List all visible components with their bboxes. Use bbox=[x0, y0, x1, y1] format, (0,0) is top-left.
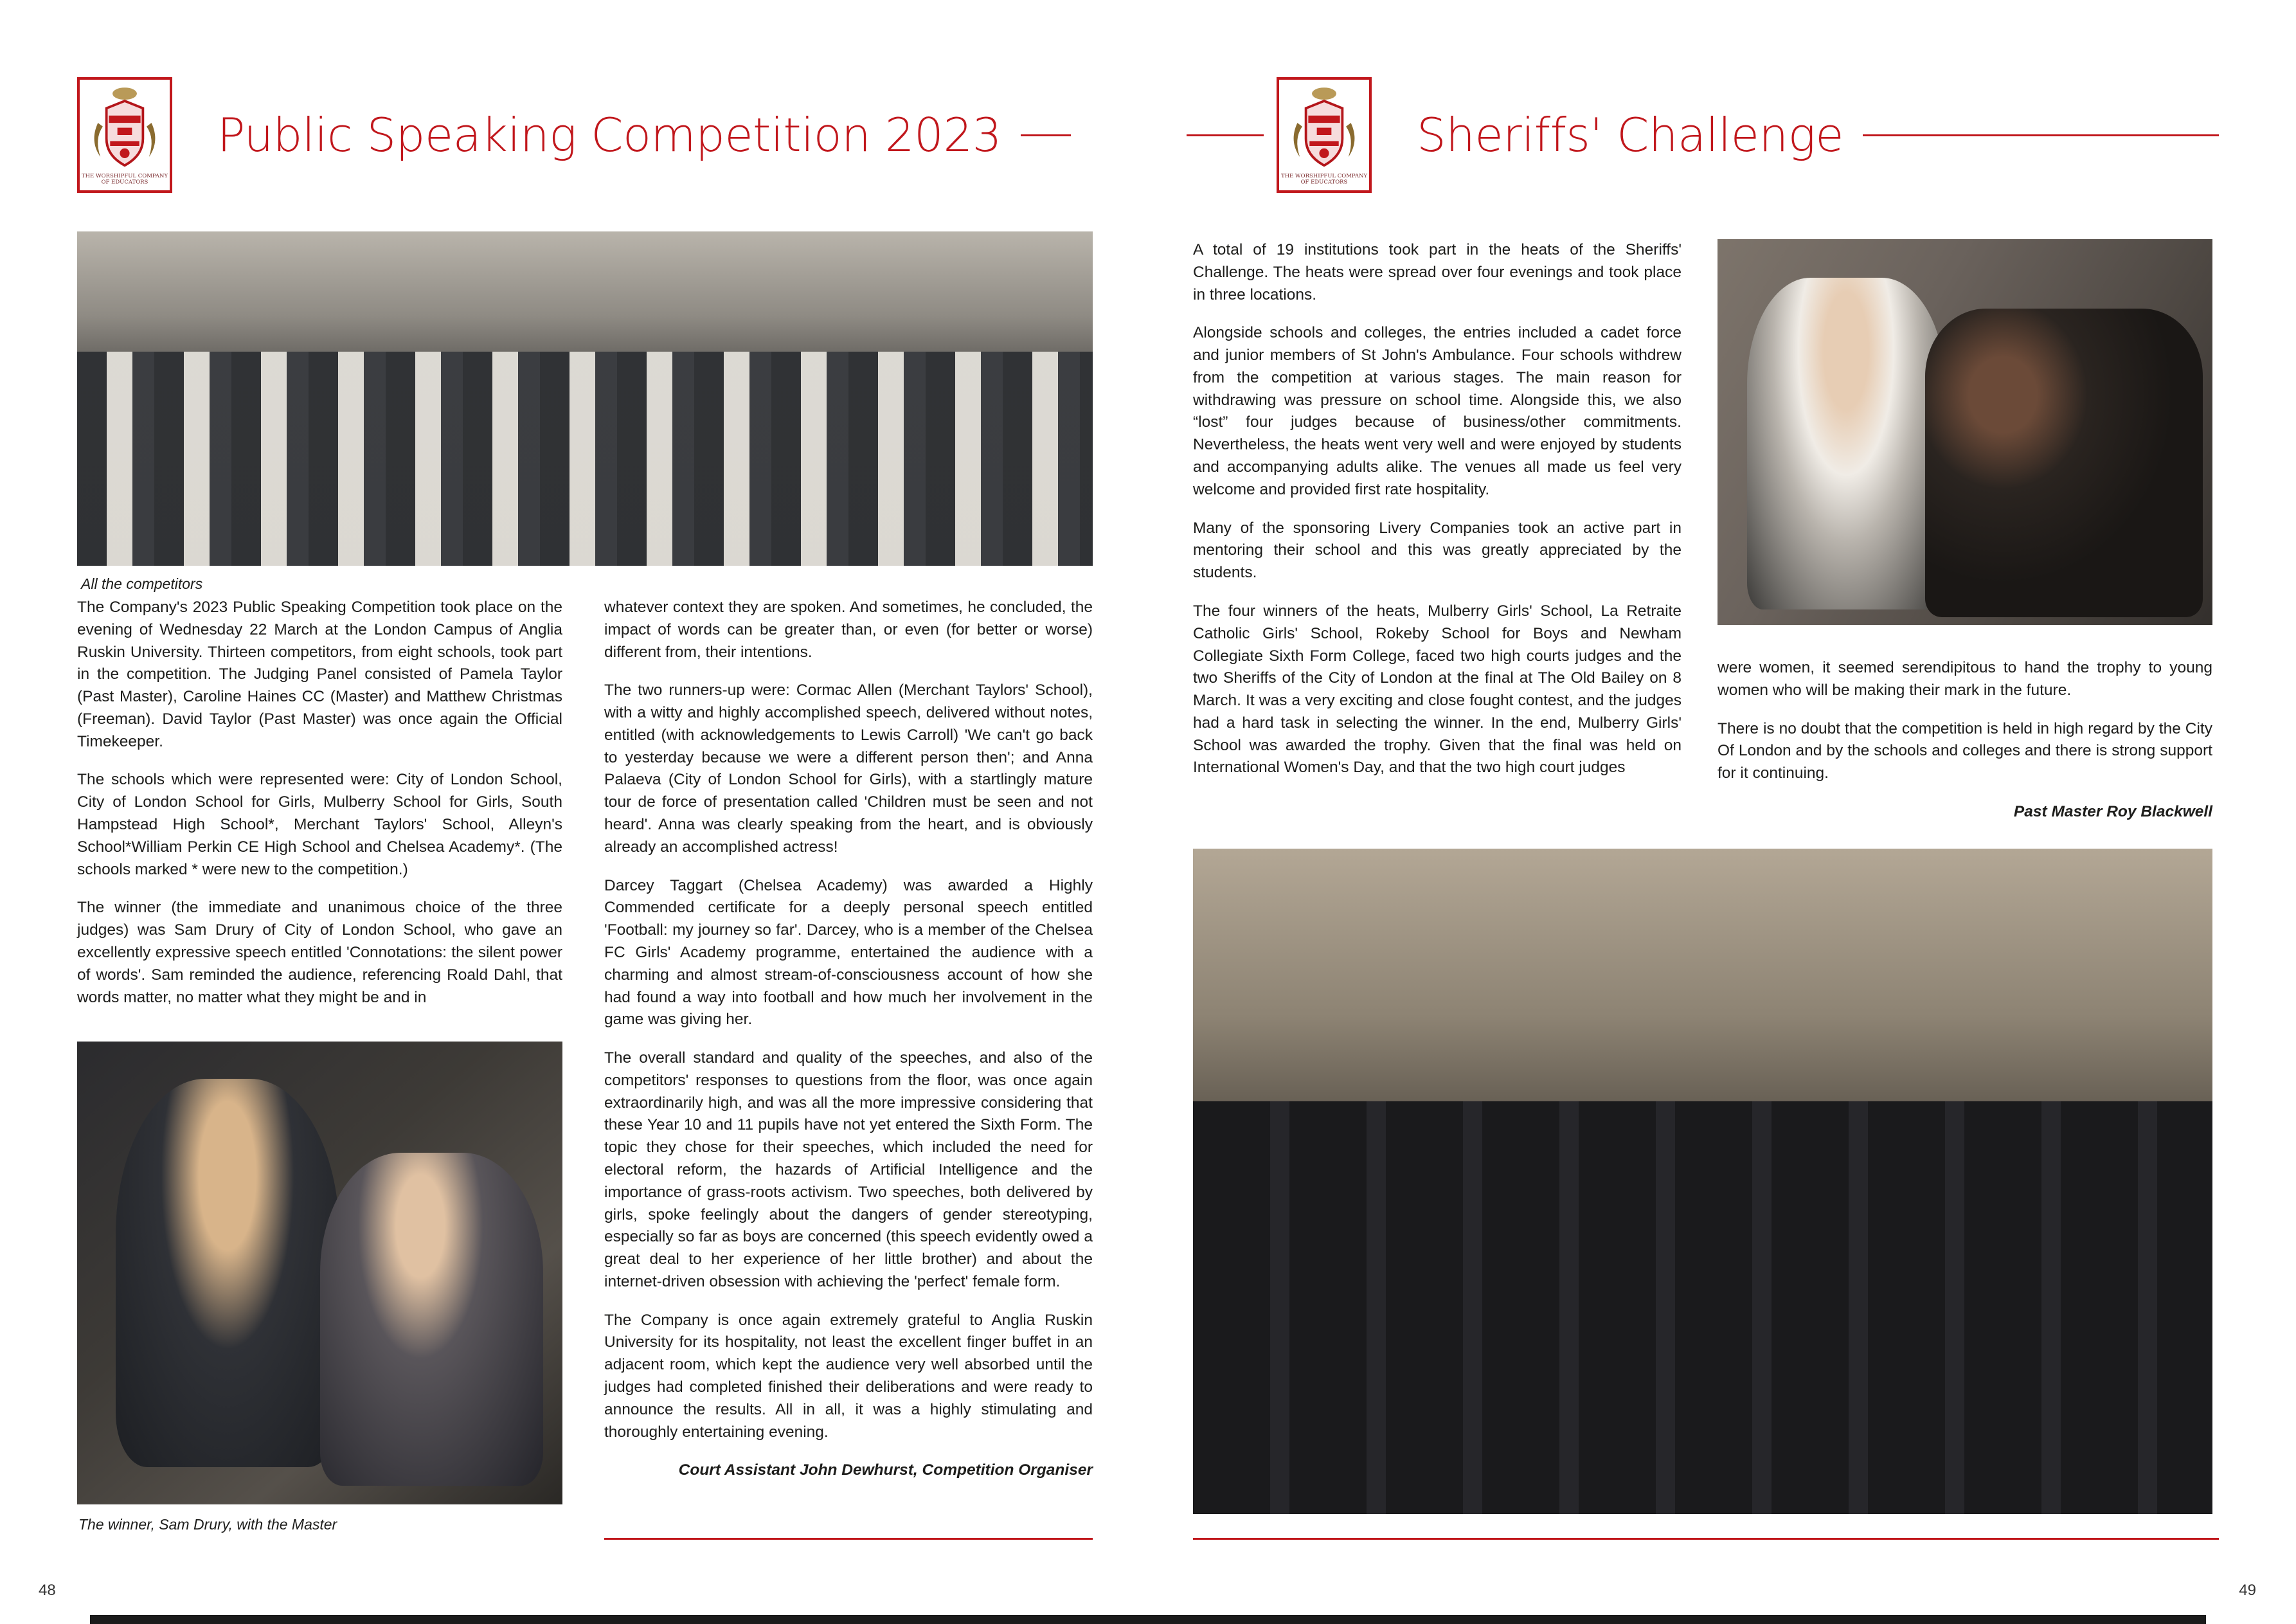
svg-text:THE WORSHIPFUL COMPANY: THE WORSHIPFUL COMPANY bbox=[81, 173, 168, 180]
paragraph: The two runners-up were: Cormac Allen (Merchant Taylors' School), with a witty and highly accomplished speech, delivered without notes, entitled (with acknowledgements to Lewis Carroll) 'We can't go back to yesterday because we were a different person then'; and Anna Palaeva (City of London School for Girls), with a startlingly mature tour de force of presentation called 'Children must be seen and not heard'. Anna was clearly speaking from the heart, and is obviously already an accomplished actress! bbox=[604, 681, 1093, 856]
page-title: Public Speaking Competition 2023 bbox=[217, 108, 1001, 162]
paragraph: The overall standard and quality of the speeches, and also of the competitors' responses to questions from the floor, was once again extraordinarily high, and was all the more impressive considering that these Year 10 and 11 pupils have not yet entered the Sixth Form. The topic they chose for their speeches, which included the need for electoral reform, the hazards of Artificial Intelligence and the importance of grass-roots activism. Two speeches, both delivered by girls, spoke feelingly about the dangers of gender stereotyping, especially so far as boys are concerned (this speech evidently owed a great deal to her experience of her little brother) and about the internet-driven obsession with achieving the 'perfect' female form. bbox=[604, 1049, 1093, 1290]
crest-icon bbox=[77, 77, 172, 193]
gutter-shadow bbox=[1148, 1615, 2206, 1624]
title-rule-right bbox=[1863, 134, 2219, 136]
paragraph: There is no doubt that the competition is held in high regard by the City Of London and by the schools and colleges and there is strong support for it continuing. bbox=[1718, 719, 2212, 782]
paragraph: The four winners of the heats, Mulberry Girls' School, La Retraite Catholic Girls' School, Rokeby School for Boys and Newham Collegiate Sixth Form College, faced two high courts judges and the two Sheriffs of the City of London at the final at The Old Bailey on 8 March. It was a very exciting and close fought contest, and the judges had a hard task in selecting the winner. In the end, Mulberry Girls' School was awarded the trophy. Given that the final was held on International Women's Day, and that the two high court judges bbox=[1193, 602, 1682, 777]
left-page-header bbox=[77, 71, 1071, 199]
crest-icon bbox=[1277, 77, 1372, 193]
right-page-number: 49 bbox=[2239, 1582, 2256, 1599]
right-page-header bbox=[1187, 71, 2219, 199]
svg-text:OF EDUCATORS: OF EDUCATORS bbox=[1300, 179, 1348, 186]
winner-photo-caption: The winner, Sam Drury, with the Master bbox=[78, 1516, 337, 1533]
paragraph: were women, it seemed serendipitous to hand the trophy to young women who will be making their mark in the future. bbox=[1718, 659, 2212, 699]
paragraph: whatever context they are spoken. And sometimes, he concluded, the impact of words can be greater than, or even (for better or worse) different from, their intentions. bbox=[604, 599, 1093, 661]
left-page-column-1 bbox=[77, 597, 562, 1009]
sheriffs-judges-photo bbox=[1718, 239, 2212, 625]
right-footer-rule bbox=[1193, 1538, 2219, 1540]
svg-text:THE WORSHIPFUL COMPANY: THE WORSHIPFUL COMPANY bbox=[1280, 173, 1368, 180]
right-page-column-1 bbox=[1193, 239, 1682, 779]
gutter-shadow bbox=[90, 1615, 1148, 1624]
left-footer-rule bbox=[604, 1538, 1093, 1540]
mulberry-students-photo bbox=[1193, 849, 2212, 1514]
paragraph: A total of 19 institutions took part in the heats of the Sheriffs' Challenge. The heats were spread over four evenings and took place in three locations. bbox=[1193, 241, 1682, 303]
paragraph: Darcey Taggart (Chelsea Academy) was awarded a Highly Commended certificate for a deeply personal speech entitled 'Football: my journey so far'. Darcey, who is a member of the Chelsea FC Girls' Academy programme, entertained the audience with a charming and almost stream-of-consciousness account of how she had found a way into football and how much her involvement in the game was giving her. bbox=[604, 876, 1093, 1029]
paragraph: The Company is once again extremely grateful to Anglia Ruskin University for its hospitality, not least the excellent finger buffet in an adjacent room, which kept the audience very well absorbed until the judges had completed finished their deliberations and were ready to announce the results. All in all, it was a highly stimulating and thoroughly entertaining evening. bbox=[604, 1311, 1093, 1441]
paragraph: The Company's 2023 Public Speaking Competition took place on the evening of Wednesday 22 March at the London Campus of Anglia Ruskin University. Thirteen competitors, from eight schools, took part in the competition. The Judging Panel consisted of Pamela Taylor (Past Master), Caroline Haines CC (Master) and Matthew Christmas (Freeman). David Taylor (Past Master) was once again the Official Timekeeper. bbox=[77, 599, 562, 750]
paragraph: Alongside schools and colleges, the entries included a cadet force and junior members of St John's Ambulance. Four schools withdrew from the competition at various stages. The main reason for withdrawing was pressure on school time. Alongside this, we also “lost” four judges because of business/other commitments. Nevertheless, the heats went very well and were enjoyed by students and accompanying adults alike. The venues all made us feel very welcome and provided first rate hospitality. bbox=[1193, 324, 1682, 498]
right-page bbox=[1148, 0, 2296, 1624]
paragraph: Many of the sponsoring Livery Companies took an active part in mentoring their school and this was greatly appreciated by the students. bbox=[1193, 519, 1682, 582]
svg-text:OF EDUCATORS: OF EDUCATORS bbox=[101, 179, 148, 186]
left-page-number: 48 bbox=[39, 1582, 56, 1599]
paragraph: The schools which were represented were: City of London School, City of London School for Girls, Mulberry School for Girls, South Hampstead High School*, Merchant Taylors' School, Alleyn's School*William Perkin CE High School and Chelsea Academy*. (The schools marked * were new to the competition.) bbox=[77, 771, 562, 878]
paragraph: The winner (the immediate and unanimous choice of the three judges) was Sam Drury of City of London School, who gave an excellently expressive speech entitled 'Connotations: the silent power of words'. Sam reminded the audience, referencing Roald Dahl, that words matter, no matter what they might be and in bbox=[77, 899, 562, 1006]
all-competitors-photo bbox=[77, 231, 1093, 566]
article-byline: Past Master Roy Blackwell bbox=[2013, 802, 2212, 820]
all-competitors-caption: All the competitors bbox=[81, 575, 203, 592]
winner-with-master-photo bbox=[77, 1042, 562, 1504]
right-page-column-2 bbox=[1718, 657, 2212, 824]
page-title: Sheriffs' Challenge bbox=[1417, 108, 1844, 162]
article-byline: Court Assistant John Dewhurst, Competition Organiser bbox=[678, 1461, 1093, 1479]
title-rule-left bbox=[1187, 134, 1264, 136]
title-rule bbox=[1021, 134, 1071, 136]
left-page-column-2 bbox=[604, 597, 1093, 1482]
